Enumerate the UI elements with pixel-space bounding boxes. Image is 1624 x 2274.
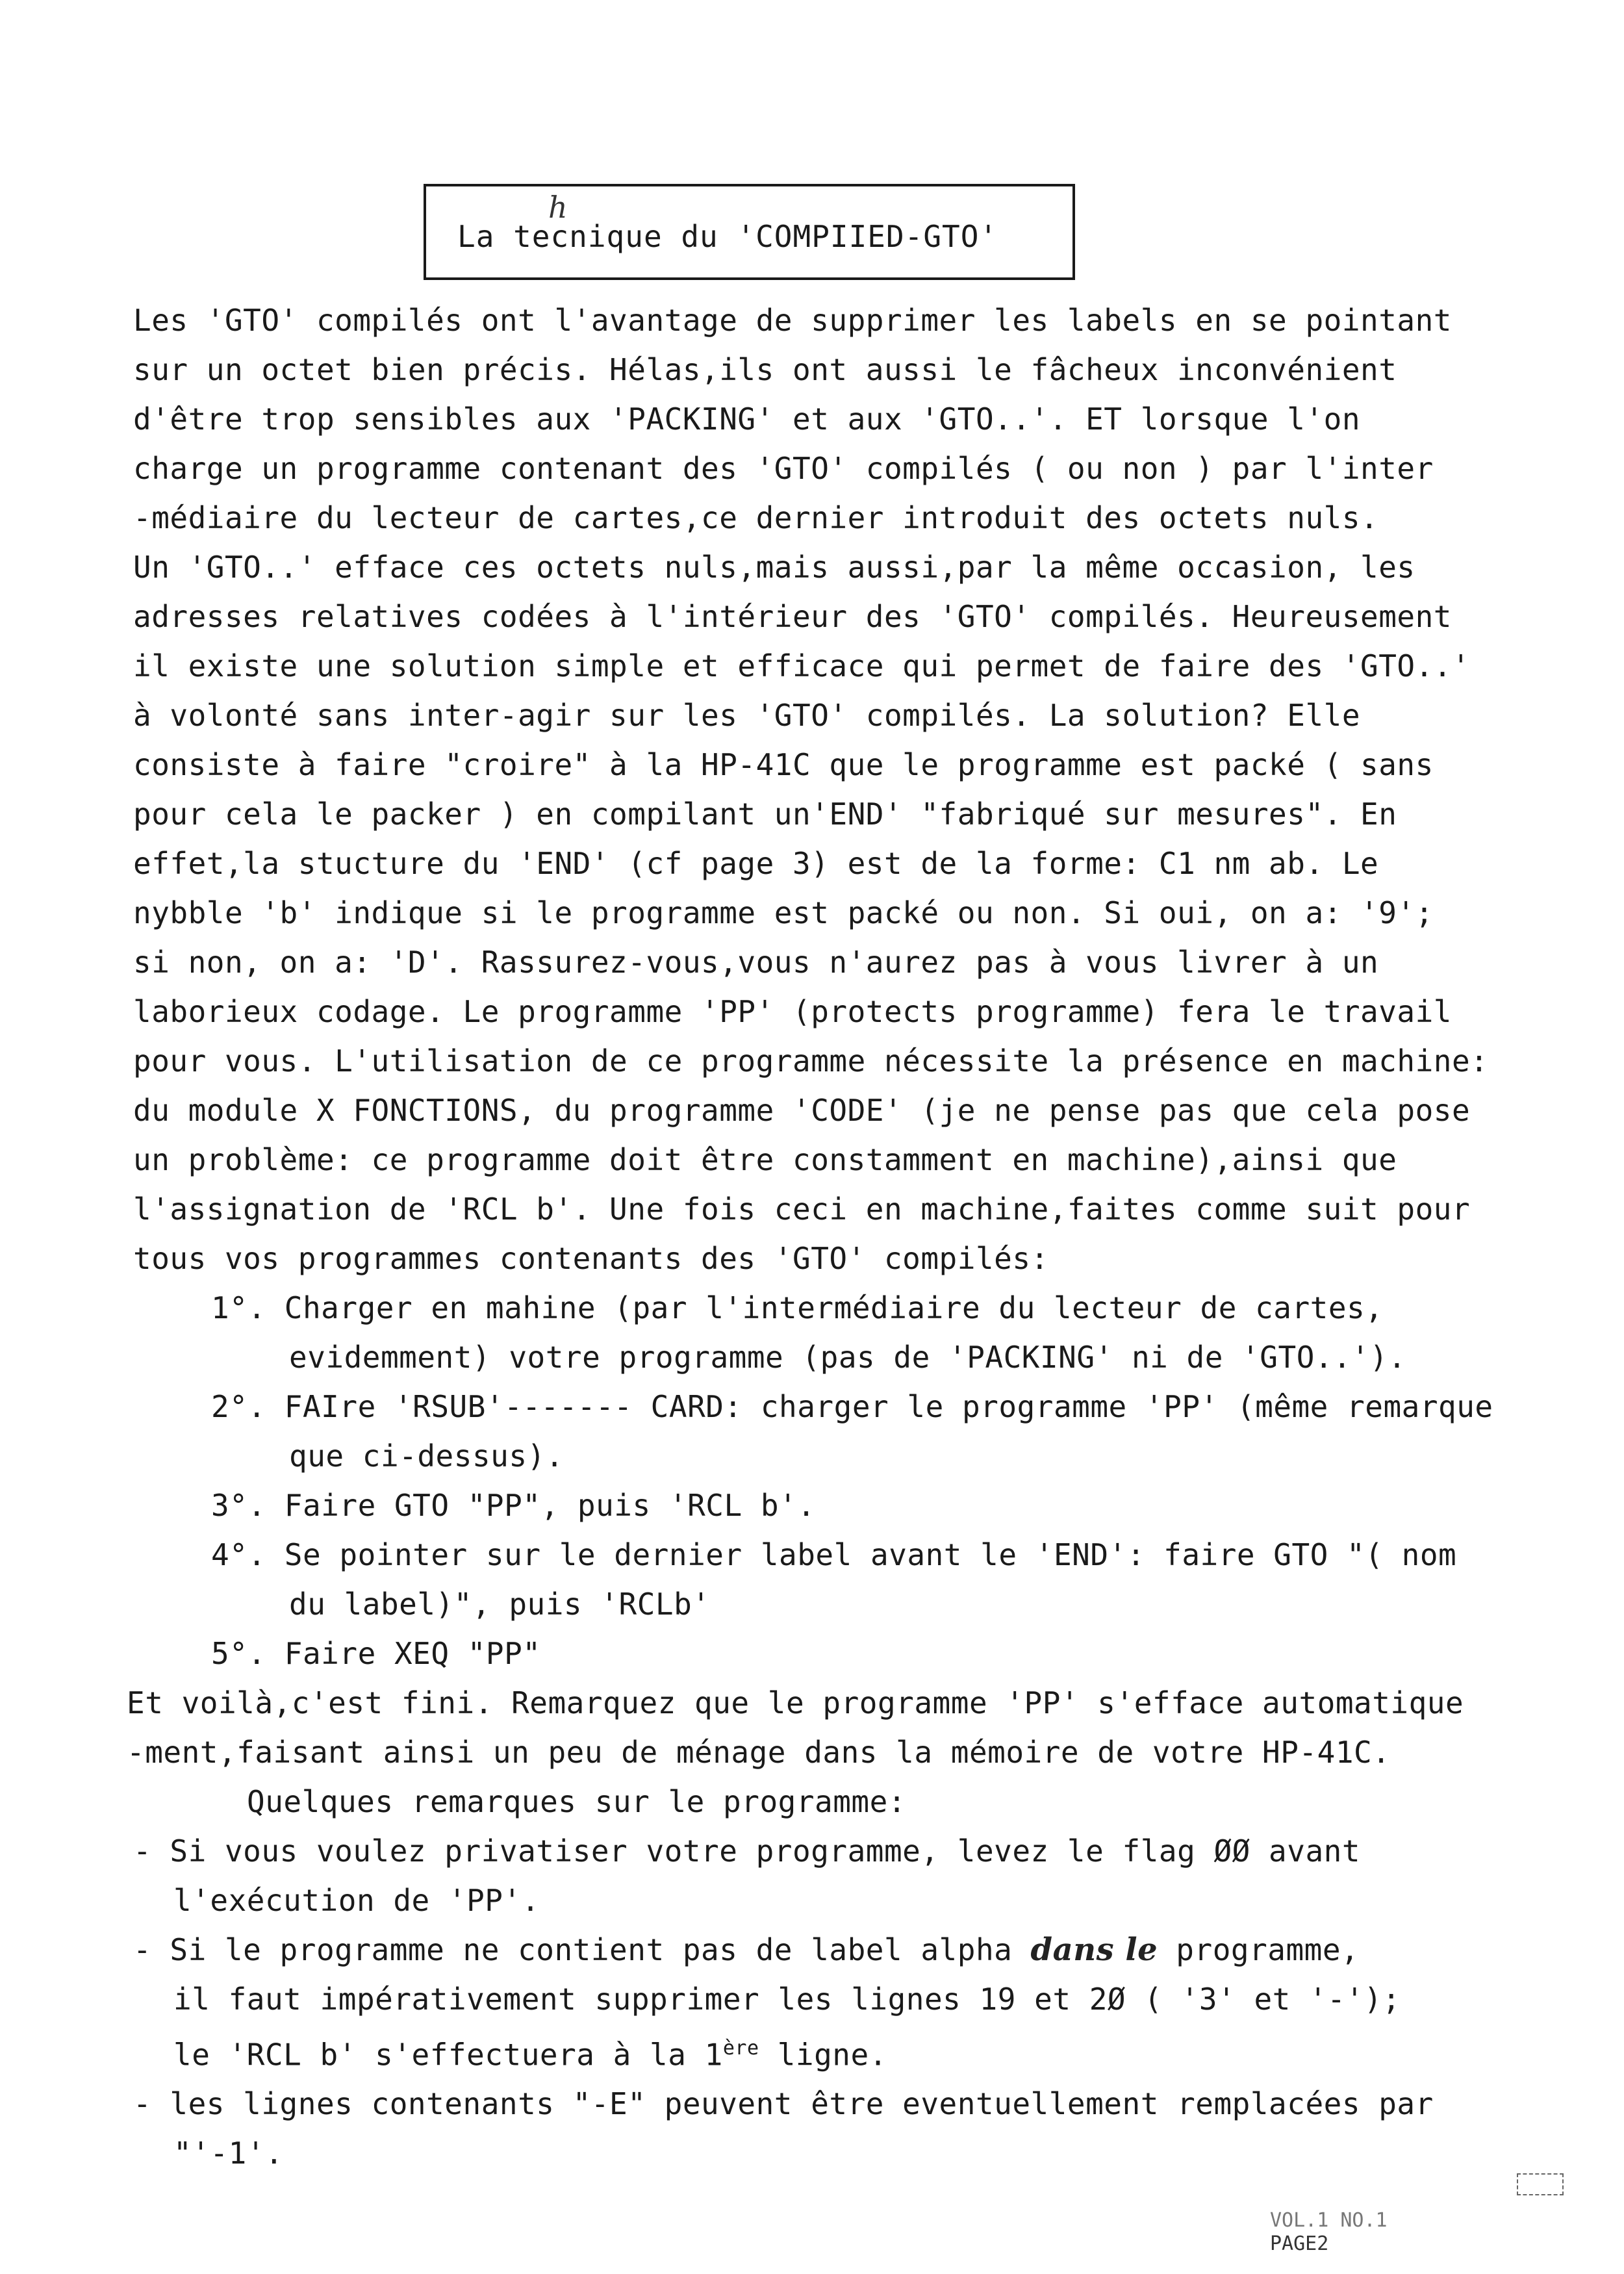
paragraph-line: consiste à faire "croire" à la HP-41C que le programme est packé ( sans (133, 747, 1434, 782)
paragraph-line: si non, on a: 'D'. Rassurez-vous,vous n'aurez pas à vous livrer à un (133, 945, 1379, 980)
paragraph-line: du module X FONCTIONS, du programme 'CODE' (je ne pense pas que cela pose (133, 1093, 1471, 1128)
stamp-mark (1517, 2173, 1564, 2195)
paragraph-line: effet,la stucture du 'END' (cf page 3) est de la forme: C1 nm ab. Le (133, 846, 1379, 881)
remark-continuation: l'exécution de 'PP'. (173, 1883, 540, 1918)
step-continuation: evidemment) votre programme (pas de 'PACKING' ni de 'GTO..'). (289, 1340, 1406, 1375)
remark-item: - Si le programme ne contient pas de label alpha dans le programme, (133, 1932, 1360, 1968)
paragraph-line: pour cela le packer ) en compilant un'END' "fabriqué sur mesures". En (133, 797, 1397, 832)
title-handwritten-correction: h (548, 190, 568, 225)
paragraph-line: un problème: ce programme doit être constamment en machine),ainsi que (133, 1142, 1397, 1177)
step-number: 3°. (211, 1488, 266, 1523)
step-text: Faire XEQ "PP" (284, 1636, 541, 1671)
paragraph-line: charge un programme contenant des 'GTO' compilés ( ou non ) par l'inter (133, 451, 1434, 486)
page-number: PAGE2 (1270, 2232, 1329, 2255)
step-continuation: que ci-dessus). (289, 1438, 564, 1474)
step-number: 1°. (211, 1290, 266, 1325)
paragraph-line: nybble 'b' indique si le programme est packé ou non. Si oui, on a: '9'; (133, 895, 1434, 930)
remark-continuation: "'-1'. (173, 2136, 284, 2171)
step-number: 4°. (211, 1537, 266, 1572)
step-text: Charger en mahine (par l'intermédiaire du lecteur de cartes, (284, 1290, 1384, 1325)
volume-number: VOL.1 NO.1 (1270, 2209, 1388, 2232)
remarks-heading: Quelques remarques sur le programme: (247, 1784, 906, 1819)
step-item (133, 1382, 1595, 1431)
step-item (133, 1629, 1595, 1678)
superscript: ère (722, 2037, 759, 2060)
paragraph-line: laborieux codage. Le programme 'PP' (protects programme) fera le travail (133, 994, 1452, 1029)
step-item (133, 1481, 1595, 1530)
remark-continuation: il faut impérativement supprimer les lignes 19 et 2Ø ( '3' et '-'); (173, 1982, 1401, 2017)
step-number: 2°. (211, 1389, 266, 1424)
paragraph-line: d'être trop sensibles aux 'PACKING' et aux 'GTO..'. ET lorsque l'on (133, 402, 1361, 437)
paragraph-line: l'assignation de 'RCL b'. Une fois ceci en machine,faites comme suit pour (133, 1192, 1471, 1227)
handwritten-insertion: dans le (1030, 1932, 1158, 1968)
paragraph-line: pour vous. L'utilisation de ce programme nécessite la présence en machine: (133, 1043, 1489, 1079)
step-text: Se pointer sur le dernier label avant le 'END': faire GTO "( nom (284, 1537, 1457, 1572)
step-item (133, 1283, 1595, 1333)
step-text: Faire GTO "PP", puis 'RCL b'. (284, 1488, 816, 1523)
remark-continuation: le 'RCL b' s'effectuera à la 1ère ligne. (173, 2037, 887, 2073)
page-title: La tecnique du 'COMPIIED-GTO' (457, 219, 998, 254)
step-text: FAIre 'RSUB'------- CARD: charger le programme 'PP' (même remarque (284, 1389, 1493, 1424)
step-continuation: du label)", puis 'RCLb' (289, 1587, 711, 1622)
paragraph-line: adresses relatives codées à l'intérieur des 'GTO' compilés. Heureusement (133, 599, 1452, 634)
paragraph-line: tous vos programmes contenants des 'GTO' compilés: (133, 1241, 1049, 1276)
paragraph-line: il existe une solution simple et efficace qui permet de faire des 'GTO..' (133, 648, 1471, 683)
paragraph-line: Les 'GTO' compilés ont l'avantage de supprimer les labels en se pointant (133, 303, 1452, 338)
footer-reference (1270, 2209, 1388, 2256)
paragraph-line: -médiaire du lecteur de cartes,ce dernier introduit des octets nuls. (133, 500, 1379, 535)
title-box (424, 184, 1075, 280)
remark-item: - Si vous voulez privatiser votre programme, levez le flag ØØ avant (133, 1833, 1361, 1869)
paragraph-line: à volonté sans inter-agir sur les 'GTO' compilés. La solution? Elle (133, 698, 1361, 733)
document-body (127, 296, 1595, 2178)
paragraph-line: Un 'GTO..' efface ces octets nuls,mais aussi,par la même occasion, les (133, 550, 1415, 585)
step-item (133, 1530, 1595, 1579)
paragraph-line: sur un octet bien précis. Hélas,ils ont aussi le fâcheux inconvénient (133, 352, 1397, 387)
closing-line: -ment,faisant ainsi un peu de ménage dans la mémoire de votre HP-41C. (127, 1735, 1391, 1770)
step-number: 5°. (211, 1636, 266, 1671)
closing-line: Et voilà,c'est fini. Remarquez que le programme 'PP' s'efface automatique (127, 1685, 1464, 1720)
remark-item: - les lignes contenants "-E" peuvent être eventuellement remplacées par (133, 2086, 1434, 2122)
